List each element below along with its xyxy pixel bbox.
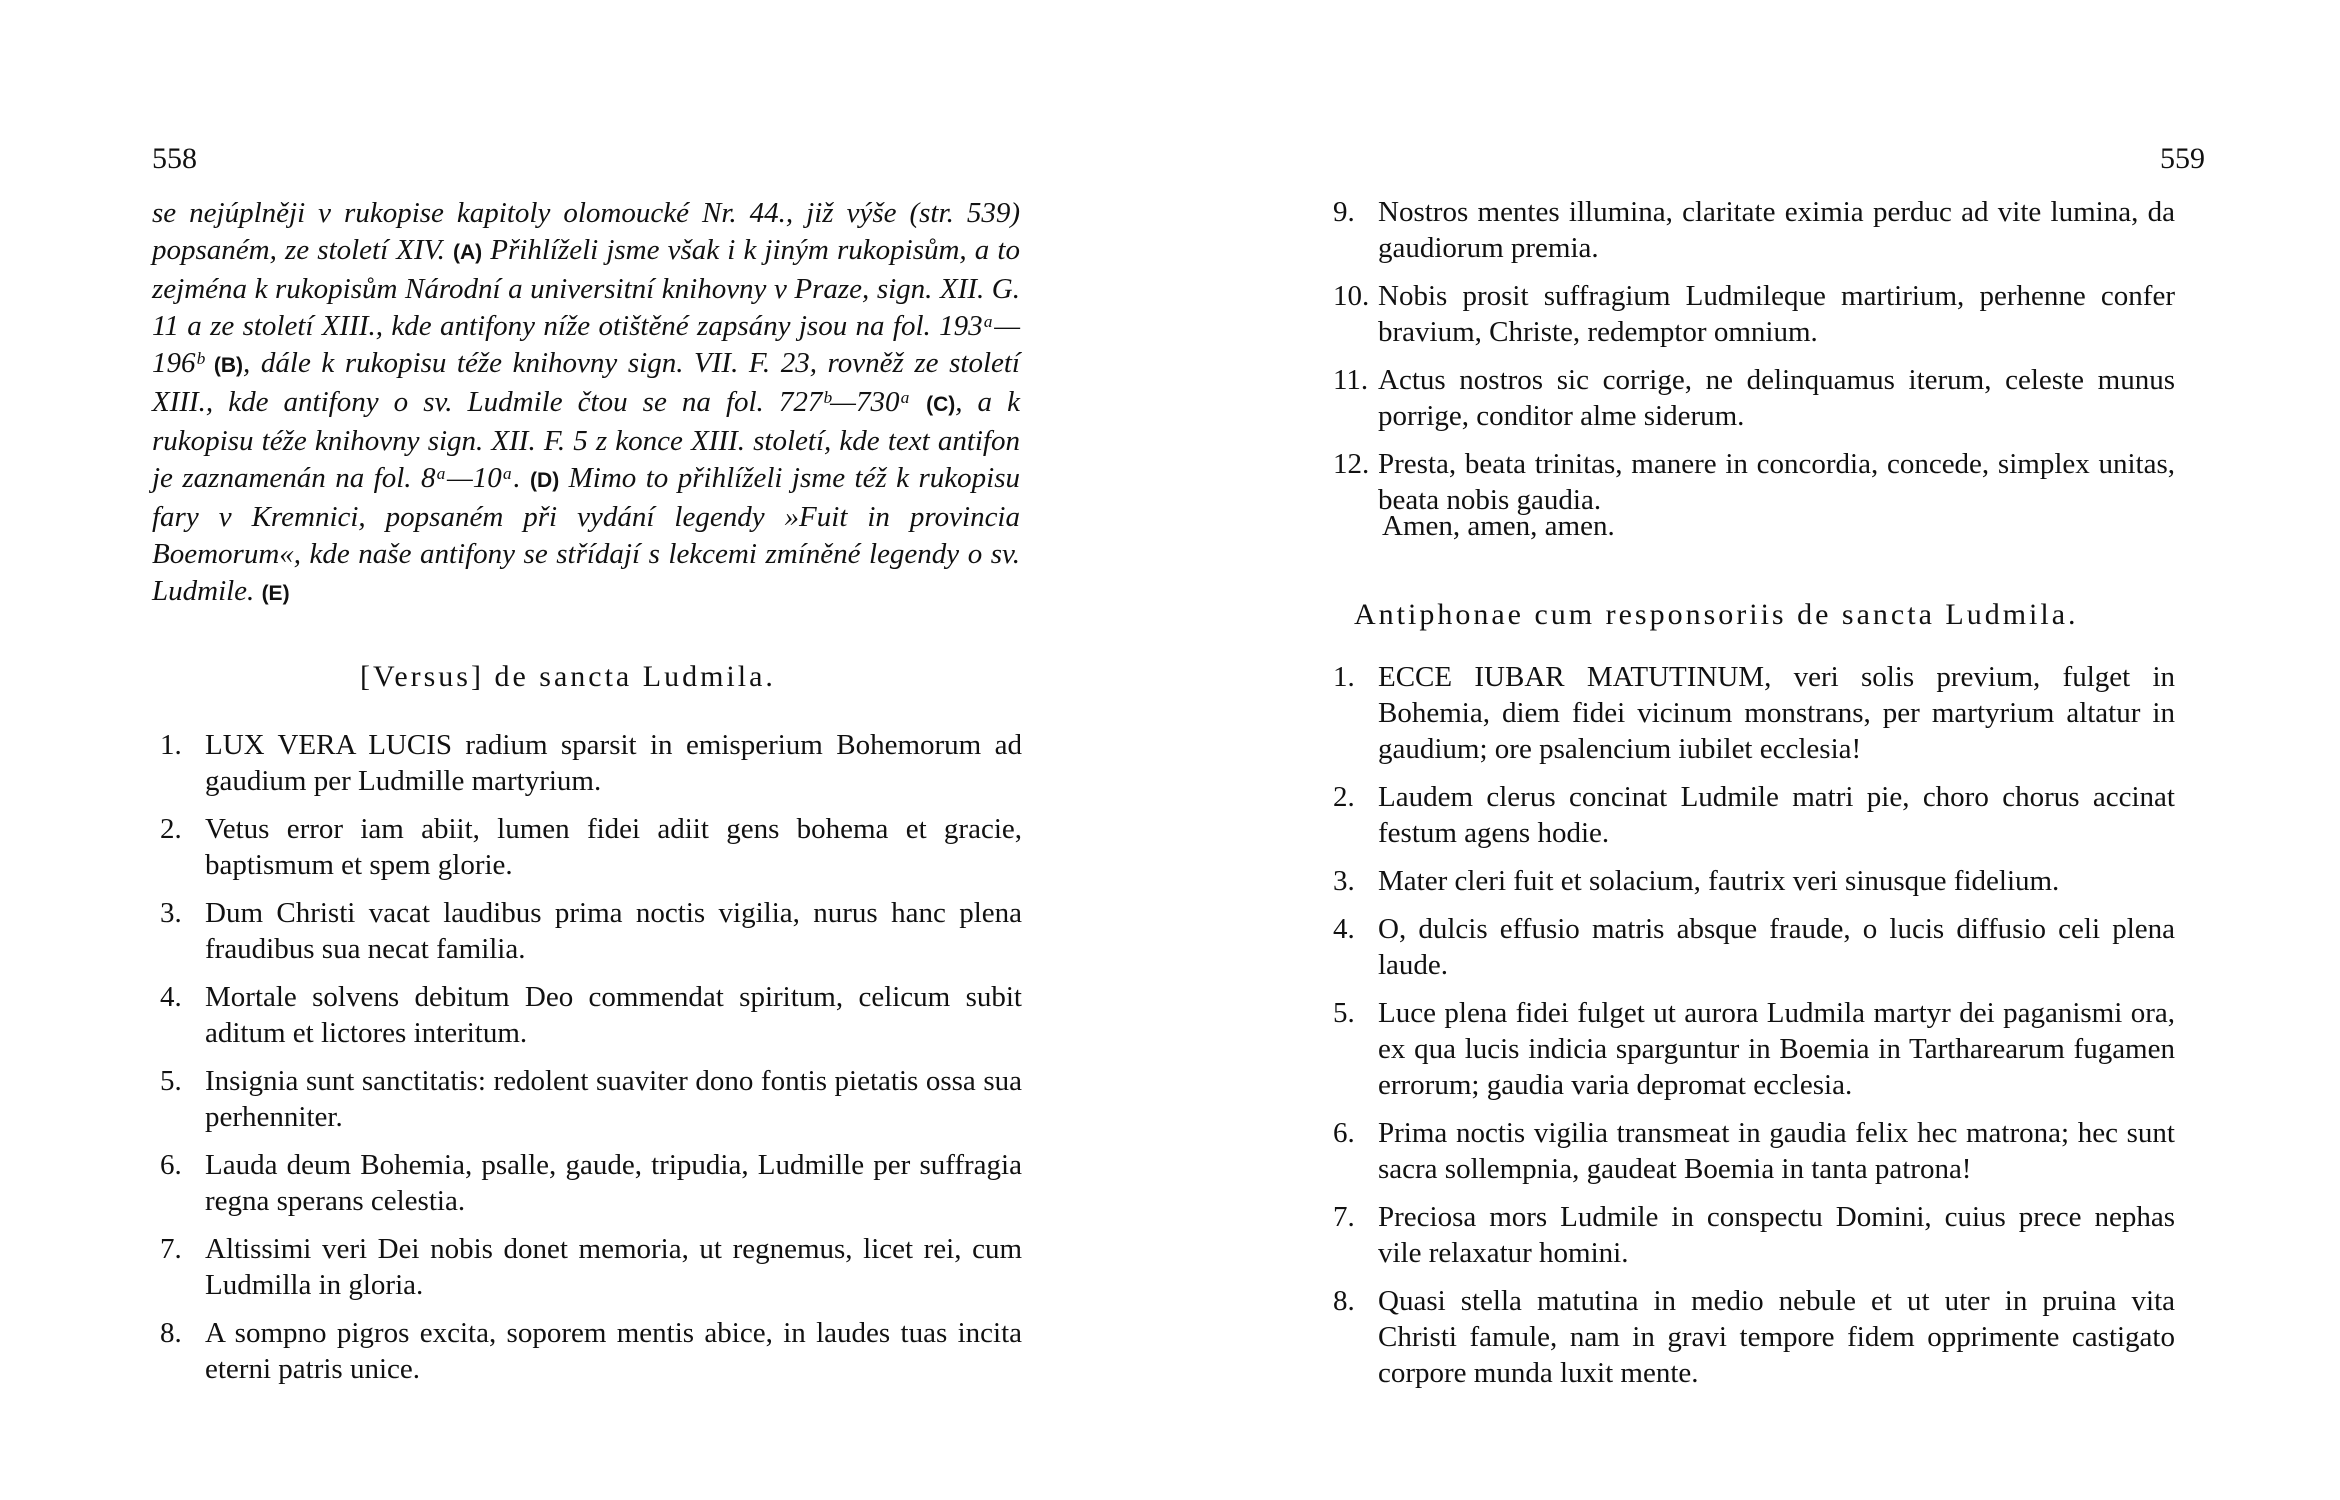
verse-item (160, 979, 1022, 1051)
verse-item (160, 1063, 1022, 1135)
item-text: O, dulcis effusio matris absque fraude, o lucis diffusio celi plena laude. (1378, 913, 2175, 981)
item-text: Nostros mentes illumina, claritate eximia perduc ad vite lumina, da gaudiorum premia. (1378, 196, 2175, 264)
item-number: 2. (1333, 781, 1355, 813)
item-text: Actus nostros sic corrige, ne delinquamus iterum, celeste munus porrige, conditor alme siderum. (1378, 364, 2175, 432)
verse-item (160, 1315, 1022, 1387)
item-number: 3. (160, 897, 182, 929)
item-text: Preciosa mors Ludmile in conspectu Domini, cuius prece nephas vile relaxatur homini. (1378, 1201, 2175, 1269)
section-title-versus: [Versus] de sancta Ludmila. (360, 660, 776, 693)
versus-list-continued (1333, 194, 2175, 530)
item-number: 4. (160, 981, 182, 1013)
item-number: 5. (1333, 997, 1355, 1029)
page-number-right: 559 (2160, 142, 2205, 175)
antiphon-item (1333, 911, 2175, 983)
antiphon-item (1333, 779, 2175, 851)
item-number: 7. (160, 1233, 182, 1265)
item-number: 3. (1333, 865, 1355, 897)
verse-item (160, 1147, 1022, 1219)
intro-text-segment: Mimo to přihlíželi jsme též k rukopisu fary v Kremnici, popsaném při vydání legendy »Fuit in provincia Boemorum«, kde naše antifony se střídají s lekcemi zmíněné legendy o sv. Ludmile. (152, 462, 1020, 607)
page-number-left: 558 (152, 142, 197, 175)
item-text: Prima noctis vigilia transmeat in gaudia felix hec matrona; hec sunt sacra sollempnia, gaudeat Boemia in tanta patrona! (1378, 1117, 2175, 1185)
item-text: Insignia sunt sanctitatis: redolent suaviter dono fontis pietatis ossa sua perhenniter. (205, 1065, 1022, 1133)
intro-text-segment: Přihlíželi jsme však i k jiným rukopisům, a to zejména k rukopisům Národní a universitní knihovny v Praze, sign. XII. G. 11 a ze století XIII., kde antifony níže otištěné zapsány jsou na fol. 193ᵃ—196ᵇ (152, 234, 1020, 379)
verse-item (160, 895, 1022, 967)
section-title-antiphonae: Antiphonae cum responsoriis de sancta Ludmila. (1354, 598, 2079, 631)
intro-paragraph (152, 195, 1020, 612)
intro-text-segment: se nejúplněji v rukopise kapitoly olomoucké Nr. 44., již výše (str. 539) popsaném, ze století XIV. (152, 197, 1020, 266)
verse-item (1333, 362, 2175, 434)
item-text: Nobis prosit suffragium Ludmileque martirium, perhenne confer bravium, Christe, redemptor omnium. (1378, 280, 2175, 348)
manuscript-siglum: (E) (261, 582, 290, 605)
item-number: 12. (1333, 448, 1370, 480)
item-number: 4. (1333, 913, 1355, 945)
verse-item (160, 1231, 1022, 1303)
manuscript-siglum: (C) (926, 393, 956, 416)
antiphon-item (1333, 995, 2175, 1103)
item-text: Dum Christi vacat laudibus prima noctis vigilia, nurus hanc plena fraudibus sua necat familia. (205, 897, 1022, 965)
item-text: LUX VERA LUCIS radium sparsit in emisperium Bohemorum ad gaudium per Ludmille martyrium. (205, 729, 1022, 797)
item-text: Vetus error iam abiit, lumen fidei adiit gens bohema et gracie, baptismum et spem glorie. (205, 813, 1022, 881)
item-number: 11. (1333, 364, 1369, 396)
right-page (1170, 0, 2340, 1500)
item-number: 7. (1333, 1201, 1355, 1233)
verse-item (1333, 194, 2175, 266)
verse-item (160, 727, 1022, 799)
manuscript-siglum: (B) (213, 354, 244, 377)
item-text: Quasi stella matutina in medio nebule et ut uter in pruina vita Christi famule, nam in gravi tempore fidem opprimente castigato corpore munda luxit mente. (1378, 1285, 2175, 1389)
antiphon-list (1333, 659, 2175, 1403)
item-number: 9. (1333, 196, 1355, 228)
item-number: 1. (160, 729, 182, 761)
antiphon-item (1333, 863, 2175, 899)
intro-text-segment: , a k rukopisu téže knihovny sign. XII. F. 5 z konce XIII. století, kde text antifon je zaznamenán na fol. 8ᵃ—10ᵃ. (152, 386, 1020, 494)
manuscript-siglum: (A) (452, 241, 483, 264)
item-number: 6. (160, 1149, 182, 1181)
item-text: Lauda deum Bohemia, psalle, gaude, tripudia, Ludmille per suffragia regna sperans celestia. (205, 1149, 1022, 1217)
item-text: Mater cleri fuit et solacium, fautrix veri sinusque fidelium. (1378, 865, 2060, 897)
item-text: Mortale solvens debitum Deo commendat spiritum, celicum subit aditum et lictores interitum. (205, 981, 1022, 1049)
item-text: Altissimi veri Dei nobis donet memoria, ut regnemus, licet rei, cum Ludmilla in gloria. (205, 1233, 1022, 1301)
antiphon-item (1333, 1115, 2175, 1187)
item-number: 8. (1333, 1285, 1355, 1317)
item-text: Presta, beata trinitas, manere in concordia, concede, simplex unitas, beata nobis gaudia. (1378, 448, 2175, 516)
item-number: 6. (1333, 1117, 1355, 1149)
item-number: 8. (160, 1317, 182, 1349)
item-text: Luce plena fidei fulget ut aurora Ludmila martyr dei paganismi ora, ex qua lucis indicia sparguntur in Boemia in Tartharearum fugamen errorum; gaudia varia depromat ecclesia. (1378, 997, 2175, 1101)
verse-item (160, 811, 1022, 883)
amen-line: Amen, amen, amen. (1382, 510, 1615, 542)
versus-list (160, 727, 1022, 1399)
verse-item (1333, 446, 2175, 518)
item-text: Laudem clerus concinat Ludmile matri pie, choro chorus accinat festum agens hodie. (1378, 781, 2175, 849)
item-number: 1. (1333, 661, 1355, 693)
item-number: 2. (160, 813, 182, 845)
antiphon-item (1333, 1199, 2175, 1271)
item-text: ECCE IUBAR MATUTINUM, veri solis previum, fulget in Bohemia, diem fidei vicinum monstrans, per martyrium altatur in gaudium; ore psalencium iubilet ecclesia! (1378, 661, 2175, 765)
verse-item (1333, 278, 2175, 350)
item-text: A sompno pigros excita, soporem mentis abice, in laudes tuas incita eterni patris unice. (205, 1317, 1022, 1385)
manuscript-siglum: (D) (530, 469, 560, 492)
antiphon-item (1333, 659, 2175, 767)
antiphon-item (1333, 1283, 2175, 1391)
item-number: 5. (160, 1065, 182, 1097)
item-number: 10. (1333, 280, 1370, 312)
intro-text-segment: , dále k rukopisu téže knihovny sign. VII. F. 23, rovněž ze století XIII., kde antifony o sv. Ludmile čtou se na fol. 727ᵇ—730ᵃ (152, 347, 1020, 418)
